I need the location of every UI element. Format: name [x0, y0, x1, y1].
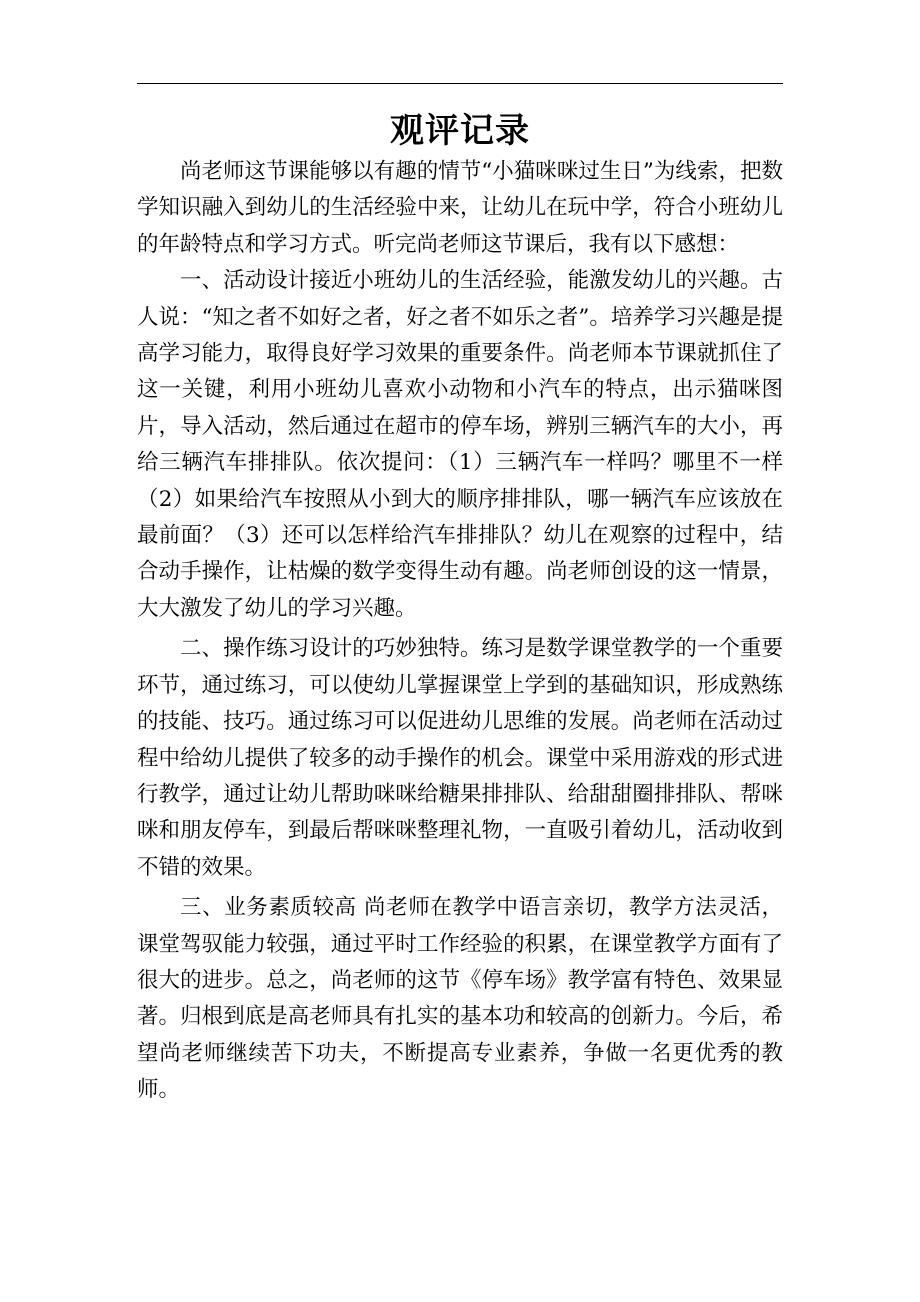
paragraph-point-three: 三、业务素质较高 尚老师在教学中语言亲切，教学方法灵活，课堂驾驭能力较强，通过平时工作经验的积累，在课堂教学方面有了很大的进步。总之，尚老师的这节《停车场》教学富有特色、效果显著。归根到底是高老师具有扎实的基本功和较高的创新力。今后，希望尚老师继续苦下功夫，不断提高专业素养，争做一名更优秀的教师。	[137, 895, 783, 1103]
paragraph-point-one: 一、活动设计接近小班幼儿的生活经验，能激发幼儿的兴趣。古人说：“知之者不如好之者，好之者不如乐之者”。培养学习兴趣是提高学习能力，取得良好学习效果的重要条件。尚老师本节课就抓住了这一关键，利用小班幼儿喜欢小动物和小汽车的特点，出示猫咪图片，导入活动，然后通过在超市的停车场，辨别三辆汽车的大小，再给三辆汽车排排队。依次提问：（1）三辆汽车一样吗？哪里不一样（2）如果给汽车按照从小到大的顺序排排队，哪一辆汽车应该放在最前面？（3）还可以怎样给汽车排排队？幼儿在观察的过程中，结合动手操作，让枯燥的数学变得生动有趣。尚老师创设的这一情景，大大激发了幼儿的学习兴趣。	[137, 268, 783, 621]
paragraph-intro: 尚老师这节课能够以有趣的情节“小猫咪咪过生日”为线索，把数学知识融入到幼儿的生活经验中来，让幼儿在玩中学，符合小班幼儿的年龄特点和学习方式。听完尚老师这节课后，我有以下感想：	[137, 159, 783, 257]
header-rule	[137, 83, 783, 84]
page-title: 观评记录	[390, 111, 530, 151]
document-body	[137, 154, 783, 1109]
paragraph-point-two: 二、操作练习设计的巧妙独特。练习是数学课堂教学的一个重要环节，通过练习，可以使幼儿掌握课堂上学到的基础知识，形成熟练的技能、技巧。通过练习可以促进幼儿思维的发展。尚老师在活动过程中给幼儿提供了较多的动手操作的机会。课堂中采用游戏的形式进行教学，通过让幼儿帮助咪咪给糖果排排队、给甜甜圈排排队、帮咪咪和朋友停车，到最后帮咪咪整理礼物，一直吸引着幼儿，活动收到不错的效果。	[137, 636, 783, 880]
